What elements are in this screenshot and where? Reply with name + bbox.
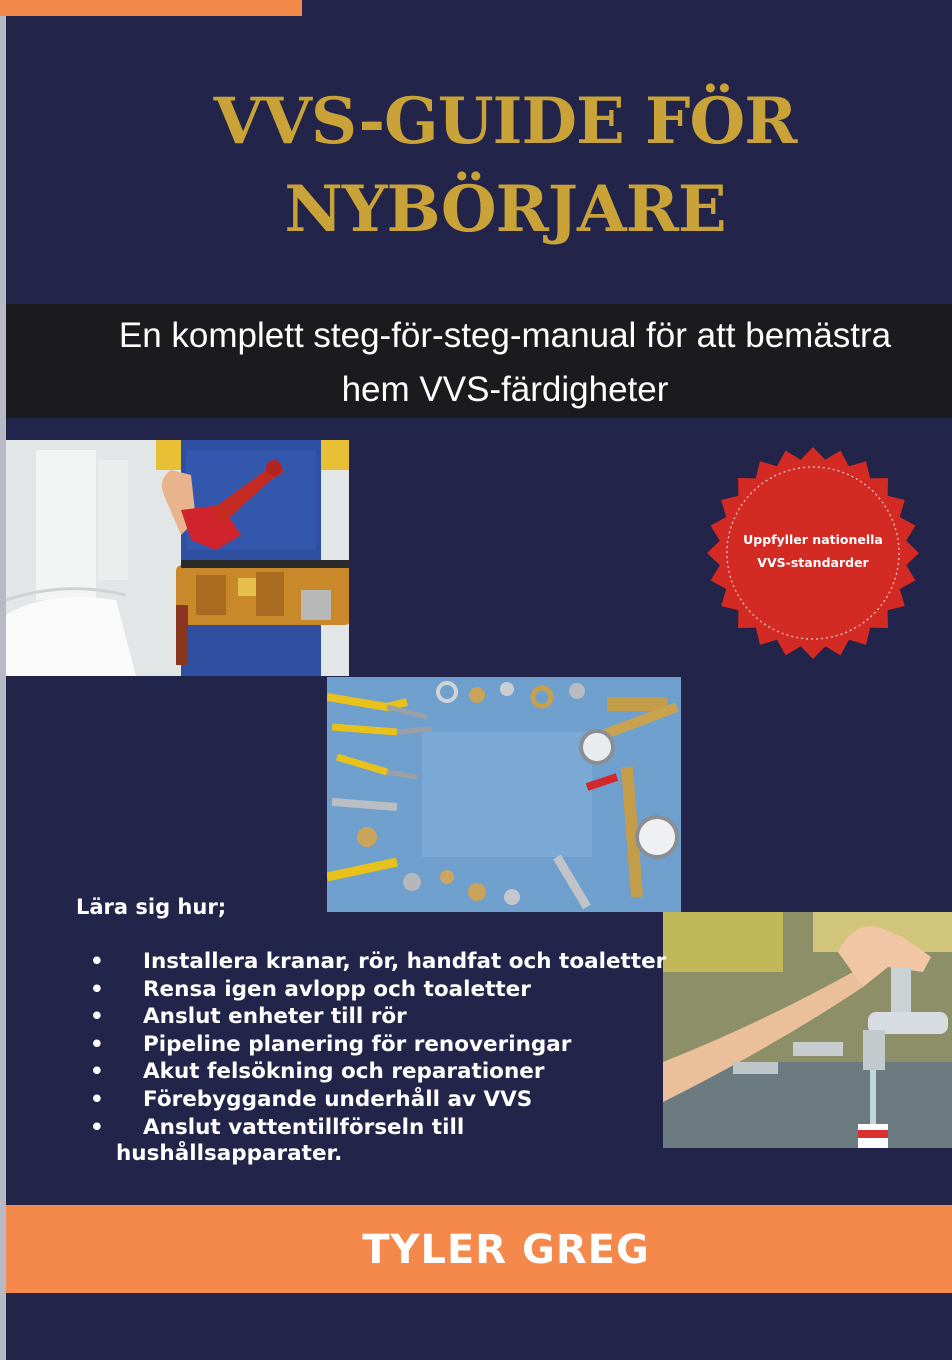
list-item-text: Installera kranar, rör, handfat och toaletter [143,949,667,974]
author-name: TYLER GREG [362,1227,650,1273]
list-item [88,1114,666,1142]
seal-line-2: VVS-standarder [757,555,869,570]
title-line-1: VVS-GUIDE FÖR [213,84,797,159]
plumber-photo [6,440,349,676]
list-item-text: Rensa igen avlopp och toaletter [143,976,531,1002]
seal-text [706,528,920,574]
bullet-icon: • [90,1004,104,1030]
tools-photo [327,677,681,912]
tap-photo [663,912,952,1148]
bullet-icon: • [90,1086,104,1112]
bullet-icon: • [90,1031,104,1057]
list-item-text: Akut felsökning och reparationer [143,1059,545,1085]
book-title [0,78,952,254]
top-accent-bar [0,0,302,16]
bullet-icon: • [90,1059,104,1085]
book-subtitle [60,309,950,417]
bullet-icon: • [90,949,104,974]
list-item [88,1086,666,1114]
subtitle-line-1: En komplett steg-för-steg-manual för att bemästra [118,316,892,355]
bullet-icon: • [90,976,104,1002]
seal-line-1: Uppfyller nationella [743,532,883,547]
list-item [88,948,666,976]
list-item [88,1031,666,1059]
list-item [88,1058,666,1086]
skills-list [88,948,666,1141]
list-item-text: Förebyggande underhåll av VVS [143,1086,533,1112]
list-item-text: Anslut vattentillförseln till [143,1114,465,1140]
title-line-2: NYBÖRJARE [284,172,726,247]
list-item [88,976,666,1004]
bullet-icon: • [90,1114,104,1140]
list-item-text: Pipeline planering för renoveringar [143,1031,572,1057]
list-item-continuation: hushållsapparater. [116,1141,343,1166]
learn-heading: Lära sig hur; [76,895,227,919]
list-item [88,1003,666,1031]
subtitle-line-2: hem VVS-färdigheter [341,370,669,409]
list-item-text: Anslut enheter till rör [143,1004,407,1030]
